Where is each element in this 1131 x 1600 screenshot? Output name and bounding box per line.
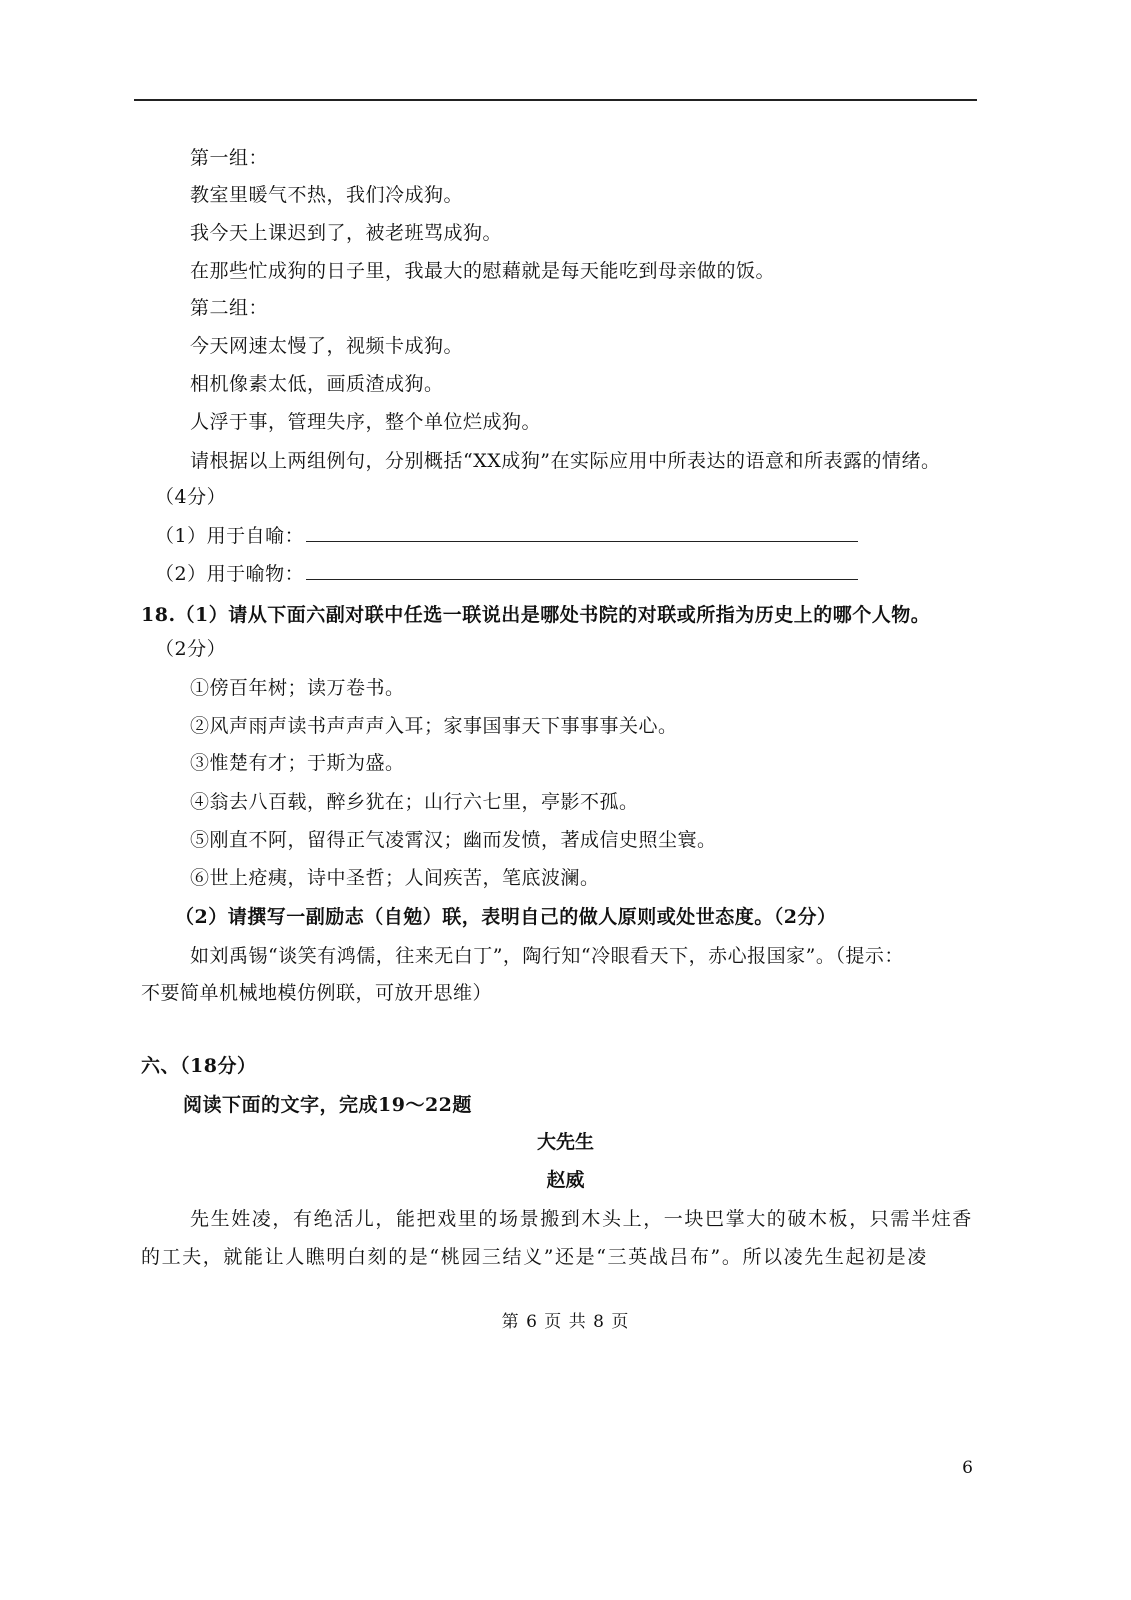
q17-answer-2-blank[interactable] [306, 561, 858, 580]
couplet-5: ⑤刚直不阿，留得正气凌霄汉；幽而发愤，著成信史照尘寰。 [190, 829, 717, 851]
couplet-3: ③惟楚有才；于斯为盛。 [190, 752, 405, 774]
q17-answer-2 [155, 561, 858, 586]
group1-title: 第一组： [190, 147, 269, 169]
group1-sentence-2: 我今天上课迟到了，被老班骂成狗。 [190, 222, 503, 244]
group1-sentence-3: 在那些忙成狗的日子里，我最大的慰藉就是每天能吃到母亲做的饭。 [190, 260, 776, 282]
group2-sentence-3: 人浮于事，管理失序，整个单位烂成狗。 [190, 411, 542, 433]
q17-answer-2-label: （2）用于喻物： [155, 563, 305, 585]
group2-title: 第二组： [190, 297, 269, 319]
q18-example-line-2: 不要简单机械地模仿例联，可放开思维） [141, 982, 493, 1004]
q17-points: （4分） [155, 486, 227, 508]
q18-example-line-1: 如刘禹锡“谈笑有鸿儒，往来无白丁”，陶行知“冷眼看天下，赤心报国家”。（提示： [190, 945, 904, 967]
q18-points1: （2分） [155, 638, 227, 660]
page-footer: 第 6 页 共 8 页 [501, 1312, 630, 1332]
section6-instruction: 阅读下面的文字，完成19～22题 [183, 1094, 472, 1116]
q18-part2: （2）请撰写一副励志（自勉）联，表明自己的做人原则或处世态度。（2分） [175, 906, 837, 928]
passage-title: 大先生 [536, 1131, 594, 1153]
couplet-1: ①傍百年树；读万卷书。 [190, 677, 405, 699]
page-number: 6 [962, 1458, 973, 1478]
q17-answer-1 [155, 523, 858, 548]
passage-author: 赵威 [546, 1169, 585, 1191]
group1-sentence-1: 教室里暖气不热，我们冷成狗。 [190, 184, 464, 206]
header-rule [134, 99, 977, 101]
q17-prompt: 请根据以上两组例句，分别概括“XX成狗”在实际应用中所表达的语意和所表露的情绪。 [190, 450, 941, 472]
section6-heading: 六、（18分） [141, 1055, 257, 1077]
couplet-2: ②风声雨声读书声声声入耳；家事国事天下事事事关心。 [190, 715, 678, 737]
group2-sentence-2: 相机像素太低，画质渣成狗。 [190, 373, 444, 395]
group2-sentence-1: 今天网速太慢了，视频卡成狗。 [190, 335, 464, 357]
couplet-4: ④翁去八百载，醉乡犹在；山行六七里，亭影不孤。 [190, 791, 639, 813]
q17-answer-1-label: （1）用于自喻： [155, 525, 305, 547]
q18-part1: 18.（1）请从下面六副对联中任选一联说出是哪处书院的对联或所指为历史上的哪个人物。 [141, 604, 931, 626]
passage-line-1: 先生姓凌，有绝活儿，能把戏里的场景搬到木头上，一块巴掌大的破木板，只需半炷香 [190, 1208, 973, 1230]
couplet-6: ⑥世上疮痍，诗中圣哲；人间疾苦，笔底波澜。 [190, 867, 600, 889]
q17-answer-1-blank[interactable] [306, 523, 858, 542]
passage-line-2: 的工夫，就能让人瞧明白刻的是“桃园三结义”还是“三英战吕布”。所以凌先生起初是凌 [141, 1246, 928, 1268]
